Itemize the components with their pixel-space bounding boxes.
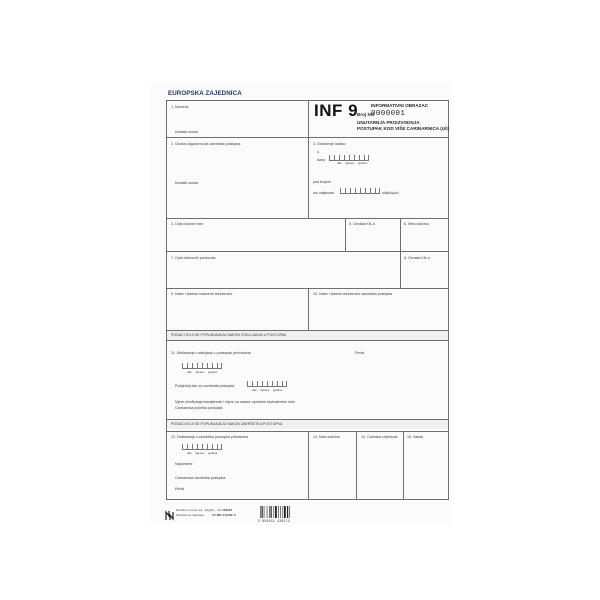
field-3-label: 3. Odobrenje izdano:: [313, 142, 347, 146]
form-title-line2: UNUTARNJA PROIZVODNJA: [357, 120, 420, 125]
field-11-date-boxes[interactable]: [182, 363, 222, 369]
date-month-label: mjesec: [195, 451, 205, 455]
field-6-label: 6. Neto količina: [404, 222, 429, 226]
field-11-deadline-label: Posljednji dan za završetak postupka: [175, 384, 235, 388]
field-2-contact-label: Kontakt osoba: [175, 181, 198, 185]
rule: [167, 218, 448, 219]
date-month-label: mjesec: [260, 388, 270, 392]
field-7-label: 7. Opis dobivenih proizvoda: [171, 256, 216, 260]
rule: [167, 340, 448, 341]
field-11-label: 11. Deklaracija o stavljanju u postupak prihvaćena: [171, 351, 251, 355]
footer-form-code: UT-MR-146 INF 9: [212, 513, 236, 517]
field-3-place-label: u: [317, 150, 319, 154]
rule: [356, 431, 357, 499]
field-11-deadline-boxes[interactable]: [247, 381, 287, 387]
date-year-label: godina: [208, 451, 218, 455]
field-11-stamp-label: Pečat: [355, 351, 365, 355]
field-9-label: 9. Naziv i adresa nadzorne carinarnice: [171, 292, 233, 296]
field-2-label: 2. Osoba odgovorna za završetak postupka: [171, 142, 241, 146]
field-12-stamp-label: Pečat: [175, 487, 185, 491]
field-3-validity-label: rok valjanosti: [313, 191, 334, 195]
rule: [345, 218, 346, 251]
date-year-label: godina: [273, 388, 283, 392]
rule: [308, 288, 309, 330]
rule: [400, 218, 401, 251]
rule: [308, 101, 309, 219]
field-5-label: 5. Oznaka KN-a: [349, 222, 375, 226]
inf9-form: [166, 100, 449, 500]
field-11-measures-label: Mjere utvrđivanja istovjetnosti i mjere za nadzor upotrebe ekvivalentne robe: [175, 400, 296, 404]
barcode-number: 3 850151 136173: [258, 519, 290, 523]
field-3-date-label: dana: [317, 158, 325, 162]
form-number: 0000001: [371, 110, 406, 118]
field-1-contact-label: Kontakt osoba: [175, 130, 198, 134]
field-8-label: 8. Oznaka KN-a: [404, 256, 430, 260]
field-10-label: 10. Naziv i adresa carinarnice završetka postupka: [313, 292, 393, 296]
form-title-line1: INFORMATIVNI OBRAZAC: [371, 103, 429, 108]
field-15-label: 15. Valuta: [407, 435, 423, 439]
section-end-title: PODACI KOJI SE POPUNJAVAJU NAKON ZAVRŠETKA POSTUPKA: [171, 422, 283, 426]
field-14-label: 14. Carinska vrijednost: [361, 435, 398, 439]
date-day-label: dan: [252, 388, 258, 392]
footer-catalog-no: 136033: [222, 508, 233, 512]
field-4-label: 4. Opis uvozne robe: [171, 222, 204, 226]
date-year-label: godina: [358, 161, 368, 165]
rule: [403, 431, 404, 499]
footer-publisher: Narodne novine d.d., Zagreb – 10: [176, 508, 221, 512]
field-3-number-label: pod brojem: [313, 180, 331, 184]
form-code: INF 9: [314, 101, 359, 120]
organization-title: EUROPSKA ZAJEDNICA: [168, 90, 242, 97]
section-start-title: PODACI KOJI SE POPUNJAVAJU NAKON STAVLJANJA U POSTUPAK: [171, 333, 287, 337]
field-3-validity-suffix: uključujući: [382, 191, 399, 195]
field-12-label: 12. Deklaracija o završetku postupka prihvaćena: [171, 435, 249, 439]
broj-label: Broj NN: [357, 112, 375, 117]
date-day-label: dan: [187, 451, 193, 455]
date-day-label: dan: [187, 370, 193, 374]
date-day-label: dan: [337, 161, 343, 165]
field-12-date-boxes[interactable]: [182, 444, 222, 450]
date-year-label: godina: [208, 370, 218, 374]
field-13-label: 13. Neto količina: [313, 435, 340, 439]
rule: [308, 431, 309, 499]
date-month-label: mjesec: [195, 370, 205, 374]
field-3-validity-boxes[interactable]: [340, 188, 380, 194]
rule: [167, 251, 448, 252]
form-title-line3: POSTUPAK KOD VIŠE CARINARNICA (U/I): [357, 126, 450, 131]
publisher-logo-icon: [165, 510, 174, 521]
date-month-label: mjesec: [345, 161, 355, 165]
footer-ordering: Obrazac se naručuje:: [176, 513, 205, 517]
field-11-office-label: Carinarnica početka postupka: [175, 406, 223, 410]
field-1-label: 1. Nomenk: [171, 105, 189, 109]
barcode-icon: [259, 506, 303, 518]
field-12-notes-label: Napomene: [175, 462, 193, 466]
rule: [400, 251, 401, 288]
field-12-office-label: Carinarnica završetka postupka: [175, 476, 226, 480]
